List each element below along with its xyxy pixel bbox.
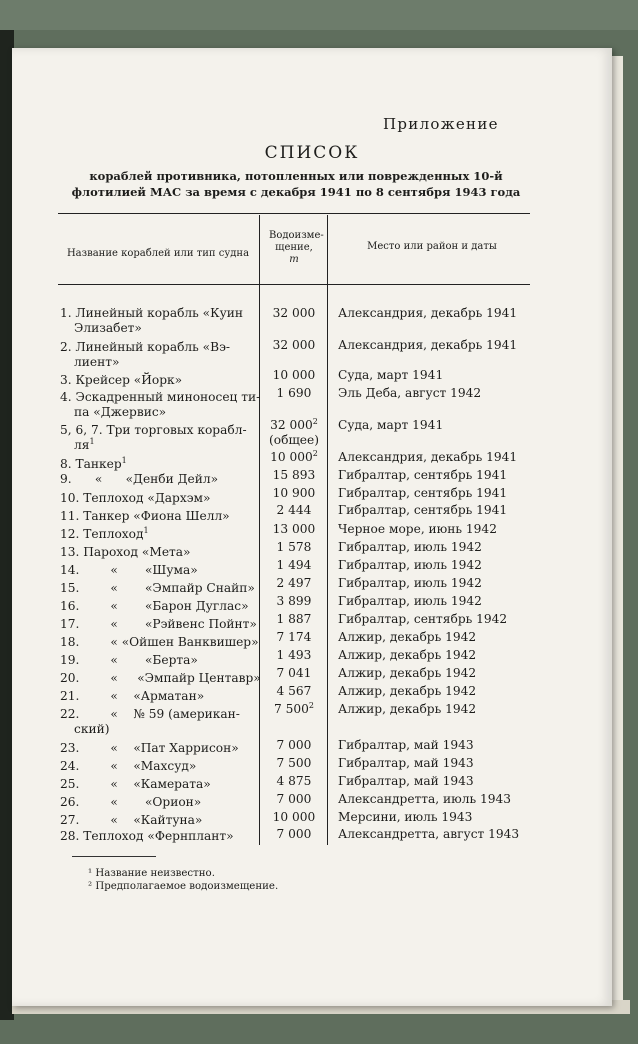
row-name: 16. « «Барон Дуглас» [60,599,249,613]
row-place: Александретта, август 1943 [338,827,520,841]
row-displacement: 10 900 [272,486,316,500]
footnote-mark: 1 [121,455,127,465]
row-displacement: 1 887 [276,612,312,626]
row-place: Александрия, декабрь 1941 [338,306,518,320]
row-name-cont: лиент» [74,355,120,369]
row-name: 10. Теплоход «Дархэм» [60,491,211,505]
row-place: Гибралтар, сентябрь 1941 [338,486,508,500]
row-displacement-value: 10 000 [270,450,313,464]
row-name: 18. « «Ойшен Ванквишер» [60,635,259,649]
row-place: Гибралтар, май 1943 [338,756,474,770]
table-top-rule [58,213,530,214]
header-displacement-label: Водоизме-щение, [269,230,324,253]
row-place: Гибралтар, май 1943 [338,738,474,752]
row-name: 11. Танкер «Фиона Шелл» [60,509,230,523]
row-displacement: 1 578 [276,540,312,554]
row-displacement: 10 000 [272,810,316,824]
row-displacement: 4 567 [276,684,312,698]
row-place: Алжир, декабрь 1942 [338,648,477,662]
row-place: Александрия, декабрь 1941 [338,450,518,464]
row-displacement: 1 690 [276,386,312,400]
footnote-mark: 2 [312,416,318,426]
row-displacement: 2 497 [276,576,312,590]
footnote-mark: 1 [143,525,149,535]
row-name: 28. Теплоход «Фернплант» [60,829,234,843]
row-displacement-value: 32 000 [270,418,313,432]
row-name: 25. « «Камерата» [60,777,211,791]
row-name: 24. « «Махсуд» [60,759,197,773]
row-name: 21. « «Арматан» [60,689,205,703]
row-place: Гибралтар, июль 1942 [338,558,482,572]
appendix-label: Приложение [383,115,499,133]
row-displacement: 10 000 [272,368,316,382]
row-place: Гибралтар, сентябрь 1941 [338,503,508,517]
row-name-text: 12. Теплоход [60,527,144,541]
row-displacement: 7 000 [276,738,312,752]
row-place: Гибралтар, июль 1942 [338,576,482,590]
header-displacement [262,230,326,266]
row-place: Алжир, декабрь 1942 [338,666,477,680]
row-name-cont: ский) [74,722,110,736]
row-displacement: 7 500 [276,756,312,770]
row-place: Гибралтар, июль 1942 [338,540,482,554]
row-displacement: 15 893 [272,468,316,482]
row-name: 1. Линейный корабль «Куин [60,306,243,320]
row-displacement [262,450,326,465]
footnote-mark: 1 [89,436,95,446]
row-displacement: 32 000 [272,338,316,352]
row-name: 2. Линейный корабль «Вэ- [60,340,231,354]
row-name-text: 8. Танкер [60,457,122,471]
row-name: 4. Эскадренный миноносец ти- [60,390,261,404]
row-place: Алжир, декабрь 1942 [338,630,477,644]
header-name: Название кораблей или тип судна [66,248,250,259]
row-displacement: 2 444 [276,503,312,517]
row-displacement-note: (общее) [269,433,319,447]
row-place: Гибралтар, сентябрь 1941 [338,468,508,482]
row-name: 23. « «Пат Харрисон» [60,741,239,755]
column-divider-2 [327,215,328,845]
row-name-cont: па «Джервис» [74,405,167,419]
row-displacement: 3 899 [276,594,312,608]
header-place: Место или район и даты [367,241,497,252]
row-displacement: 7 000 [276,792,312,806]
row-displacement [262,418,326,433]
footnote-1: ¹ Название неизвестно. [88,868,215,879]
row-name: 3. Крейсер «Йорк» [60,373,183,387]
row-name [60,457,260,472]
row-displacement: 4 875 [276,774,312,788]
row-name-cont-text: ля [74,438,90,452]
row-place: Гибралтар, июль 1942 [338,594,482,608]
row-name: 15. « «Эмпайр Снайп» [60,581,255,595]
row-name: 22. « № 59 (американ- [60,707,240,721]
row-place: Гибралтар, сентябрь 1942 [338,612,508,626]
row-name [60,527,260,542]
row-place: Александретта, июль 1943 [338,792,512,806]
row-place: Суда, март 1941 [338,418,444,432]
row-place: Эль Деба, август 1942 [338,386,482,400]
row-name-cont [60,438,274,453]
list-title: СПИСОК [264,143,360,163]
row-place: Мерсини, июль 1943 [338,810,473,824]
row-displacement: 7 041 [276,666,312,680]
row-name: 19. « «Берта» [60,653,198,667]
row-displacement: 13 000 [272,522,316,536]
row-name: 17. « «Рэйвенс Пойнт» [60,617,257,631]
footnote-2: ² Предполагаемое водоизмещение. [88,881,279,892]
row-displacement-value: 7 500 [274,702,309,716]
header-bottom-rule [58,284,530,285]
row-place: Александрия, декабрь 1941 [338,338,518,352]
list-subtitle: кораблей противника, потопленных или поврежденных 10-й флотилией МАС за время с декабря 1941 по 8 сентября 1943 года [71,169,521,199]
row-name: 14. « «Шума» [60,563,198,577]
row-displacement: 1 493 [276,648,312,662]
footnote-mark: 2 [308,700,314,710]
footnote-separator [72,856,156,857]
row-name: 5, 6, 7. Три торговых корабл- [60,423,247,437]
row-displacement: 7 000 [276,827,312,841]
row-name: 26. « «Орион» [60,795,202,809]
row-displacement: 1 494 [276,558,312,572]
row-place: Суда, март 1941 [338,368,444,382]
row-displacement: 7 174 [276,630,312,644]
row-name: 20. « «Эмпайр Центавр» [60,671,261,685]
footnote-mark: 2 [312,448,318,458]
row-place: Черное море, июнь 1942 [338,522,497,536]
row-place: Алжир, декабрь 1942 [338,702,477,716]
row-place: Алжир, декабрь 1942 [338,684,477,698]
row-name: 9. « «Денби Дейл» [60,472,219,486]
row-name-cont: Элизабет» [74,321,142,335]
row-place: Гибралтар, май 1943 [338,774,474,788]
header-displacement-unit: т [289,254,299,265]
row-name: 27. « «Кайтуна» [60,813,203,827]
row-displacement [262,702,326,717]
row-displacement: 32 000 [272,306,316,320]
row-name: 13. Пароход «Мета» [60,545,191,559]
